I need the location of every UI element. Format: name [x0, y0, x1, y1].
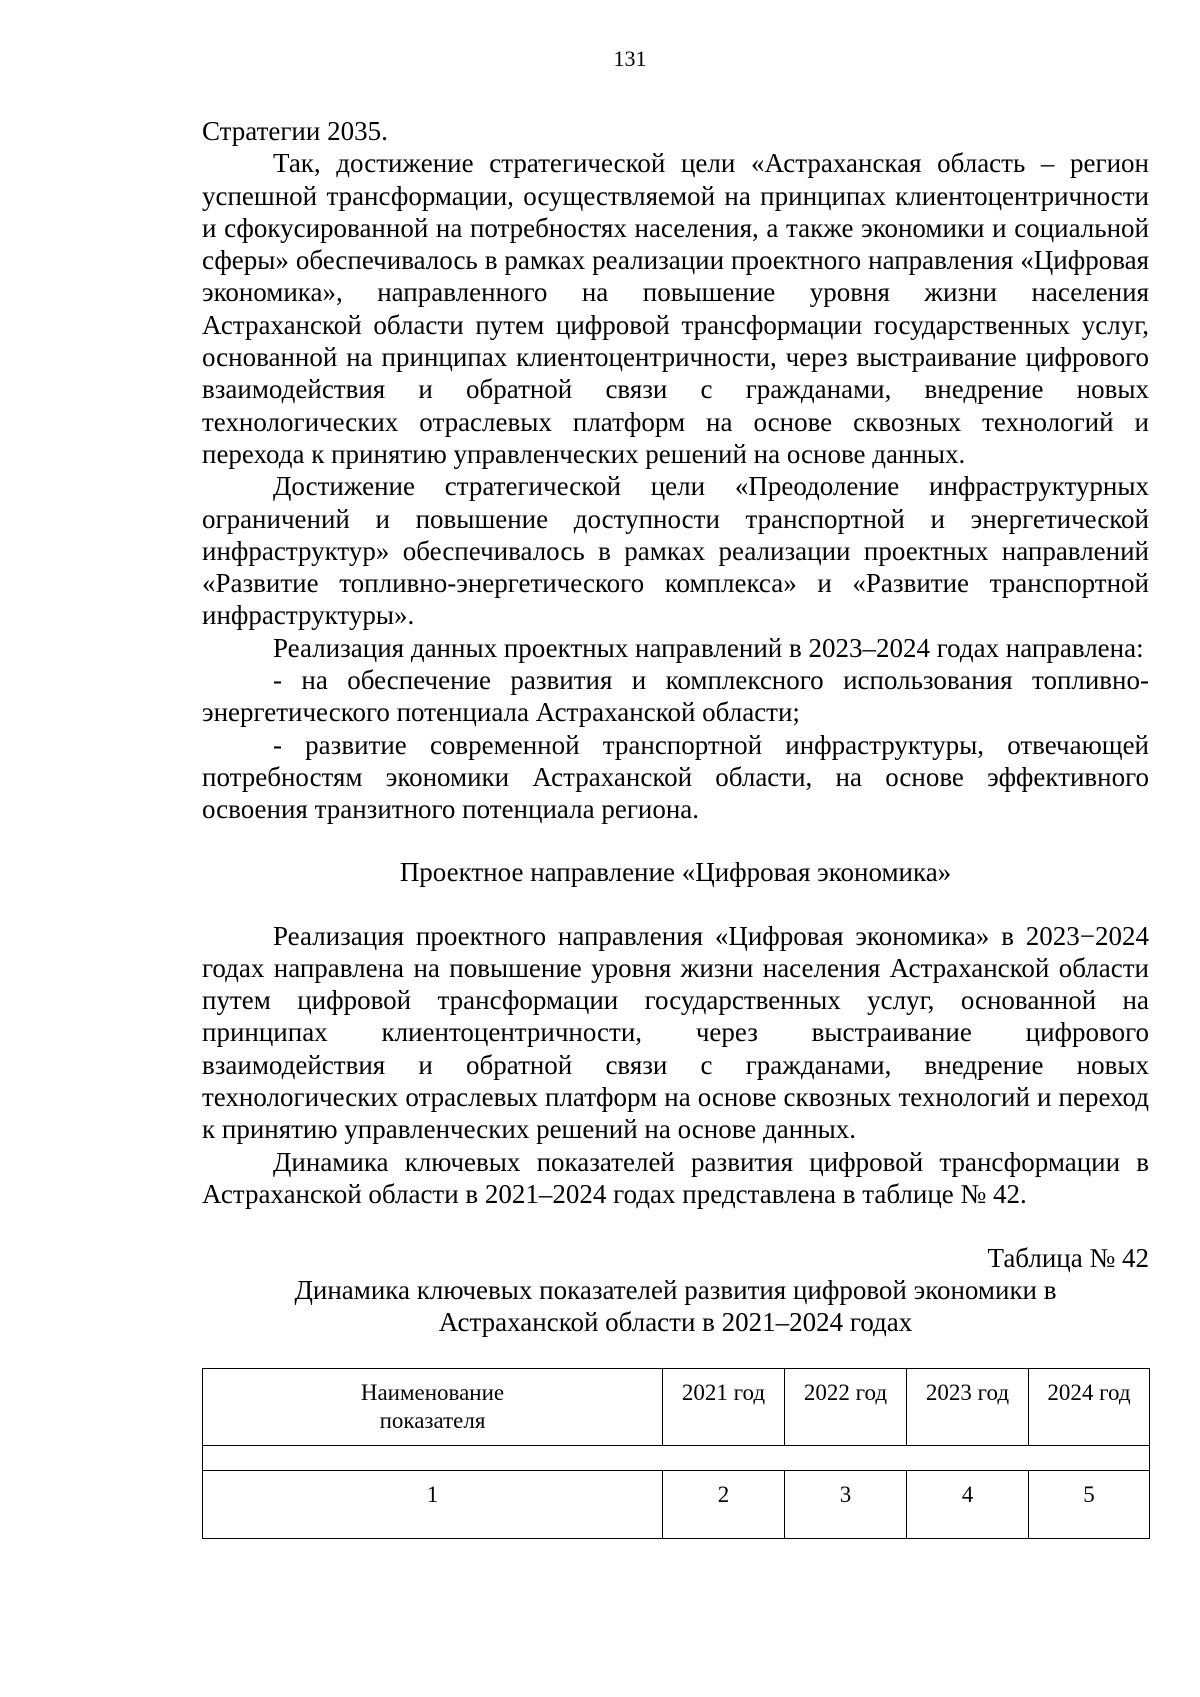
header-cell: 2022 год [785, 1369, 907, 1446]
paragraph-digital-goal: Так, достижение стратегической цели «Астраханская область – регион успешной трансформации, осуществляемой на принципах клиентоцентричности и сфокусированной на потребностях населения, а также экономики и социальной сферы» обеспечивалось в рамках реализации проектного направления «Цифровая экономика», направленного на повышение уровня жизни населения Астраханской области путем цифровой трансформации государственных услуг, основанной на принципах клиентоцентричности, через выстраивание цифрового взаимодействия и обратной связи с гражданами, внедрение новых технологических отраслевых платформ на основе сквозных технологий и перехода к принятию управленческих решений на основе данных. [202, 148, 1149, 469]
paragraph-directions: Реализация данных проектных направлений в 2023–2024 годах направлена: [273, 632, 1144, 663]
paragraph-infrastructure-goal: Достижение стратегической цели «Преодоление инфраструктурных ограничений и повышение доступности транспортной и энергетической инфраструктур» обеспечивалось в рамках реализации проектных направлений «Развитие топливно-энергетического комплекса» и «Развитие транспортной инфраструктуры». [202, 471, 1149, 631]
indicator-table [202, 1368, 1150, 1539]
list-item-energy: - на обеспечение развития и комплексного использования топливно-энергетического потенциала Астраханской области; [202, 665, 1149, 728]
number-cell: 1 [203, 1471, 663, 1539]
header-cell: 2023 год [907, 1369, 1029, 1446]
list-item-transport: - развитие современной транспортной инфраструктуры, отвечающей потребностям экономики Астраханской области, на основе эффективного освоения транзитного потенциала региона. [202, 729, 1149, 825]
number-cell: 4 [907, 1471, 1029, 1539]
number-cell: 3 [785, 1471, 907, 1539]
paragraph-digital-economy: Реализация проектного направления «Цифровая экономика» в 2023−2024 годах направлена на повышение уровня жизни населения Астраханской области путем цифровой трансформации государственных услуг, основанной на принципах клиентоцентричности, через выстраивание цифрового взаимодействия и обратной связи с гражданами, внедрение новых технологических отраслевых платформ на основе сквозных технологий и переход к принятию управленческих решений на основе данных. [202, 920, 1149, 1145]
table-label: Таблица № 42 [987, 1243, 1149, 1274]
section-heading: Проектное направление «Цифровая экономика» [399, 856, 952, 887]
table-header-row [203, 1369, 1150, 1446]
number-cell: 5 [1029, 1471, 1150, 1539]
number-cell: 2 [663, 1471, 785, 1539]
document-body [202, 115, 1149, 1539]
header-cell [203, 1369, 663, 1446]
header-cell: 2024 год [1029, 1369, 1150, 1446]
header-indicator-name: Наименование показателя [360, 1380, 505, 1434]
separator-cell [203, 1446, 1150, 1471]
table-number-row [203, 1471, 1150, 1539]
table-title: Динамика ключевых показателей развития цифровой экономики в Астраханской области в 2021–2024 годах [294, 1275, 1057, 1338]
table-separator [203, 1446, 1150, 1471]
paragraph-dynamics: Динамика ключевых показателей развития цифровой трансформации в Астраханской области в 2021–2024 годах представлена в таблице № 42. [202, 1146, 1149, 1209]
header-cell: 2021 год [663, 1369, 785, 1446]
paragraph-continuation: Стратегии 2035. [202, 116, 388, 146]
page-number: 131 [613, 46, 647, 71]
